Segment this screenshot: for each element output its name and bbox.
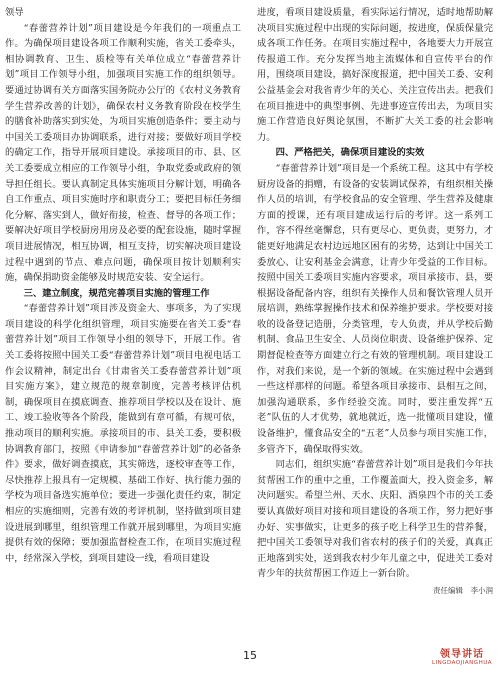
section-brand-subtitle: LINGDAOJIANGHUA bbox=[431, 660, 492, 666]
right-column bbox=[257, 5, 493, 640]
body-paragraph: “春蕾营养计划”项目是一个系统工程。这其中有学校厨房设备的捐赠，有设备的安装调试保养，有组织相关操作人员的培训，有学校食品的安全管理、学生营养及健康方面的授课，还有项目建成运行后的考评。这一系列工作，容不得丝毫懈怠，只有更尽心、更负责，更努力，才能更好地满足农村边远地区困有的劣势，达到让中国关工委放心、让安利基金会满意，让青少年受益的工作目标。按照中国关工委项目实施内容要求，项目承接市、县，要根据设备配备内容，组织有关操作人员和餐饮管理人员开展培训，熟练掌握操作技术和保养维护要求。学校要对接收的设备登记造册，分类管理，专人负责，并从学校后勤机制、食品卫生安全、人员岗位职责、设备维护保养、定期督促检查等方面建立行之有效的管理机制。项目建设工作，对我们来说，是一个新的领域。在实施过程中会遇到一些这样那样的问题。希望各项目承接市、县相互之间，加强沟通联系，多作经验交流。同时，要注重发挥“五老”队伍的人才优势，就地就近，选一批懂项目建设，懂设备维护，懂食品安全的“五老”人员参与项目实施工作，多管齐下，确保取得实效。 bbox=[257, 162, 493, 455]
left-column bbox=[5, 5, 241, 650]
section-brand bbox=[432, 649, 492, 666]
section-heading: 四、严格把关，确保项目建设的实效 bbox=[275, 147, 425, 159]
body-paragraph: 进度，看项目建设质量，看实际运行情况，适时地帮助解决项目实施过程中出现的实际问题，按进度，保质保量完成各项工作任务。在项目实施过程中，各地要大力开展宣传报道工作。充分发挥当地主流媒体和自宣传平台的作用，围绕项目建设，搞好深度报道，把中国关工委、安利公益基金会对我省青少年的关心、关注宣传出去。把我们在项目推进中的典型事例、先进事迹宣传出去，为项目实施工作营造良好舆论氛围，不断扩大关工委的社会影响力。 bbox=[257, 7, 493, 143]
editor-credit: 责任编辑 李小润 bbox=[433, 585, 493, 595]
section-brand-title: 领导讲话 bbox=[439, 649, 484, 660]
page-number: 15 bbox=[243, 649, 257, 662]
body-paragraph: 同志们，组织实施“春蕾营养计划”项目是我们今年扶贫帮困工作的重中之重，工作覆盖面大，投入资金多，解决问题实。希望兰州、天水、庆阳、酒泉四个市的关工委要认真做好项目对接和项目建设的各项工作，努力把好事办好、实事做实，让更多的孩子吃上科学卫生的营养餐，把中国关工委领导对我们省农村的孩子们的关爱，真真正正地落到实处，送到我农村少年儿童之中，促进关工委对青少年的扶贫帮困工作迈上一新台阶。 bbox=[257, 459, 493, 580]
section-heading: 三、建立制度，规范完善项目实施的管理工作 bbox=[23, 287, 210, 299]
body-paragraph: “春蕾营养计划”项目涉及资金大、事项多，为了实现项目建设的科学化组织管理，项目实施要在省关工委“春蕾营养计划”项目工作领导小组的领导下，开展工作。省关工委将按照中国关工委“春蕾营养计划”项目电视电话工作会议精神，制定出台《甘肃省关工委春蕾营养计划”项目实施方案》，建立规范的规章制度，完善考核评估机制，确保项目在摸底调查、推荐项目学校以及在设计、施工、竣工验收等各个阶段，能做到有章可循，有规可依，推动项目的顺利实施。承接项目的市、县关工委，要积极协调教育部门，按照《申请参加“春蕾营养计划”的必备条件》要求，做好调查摸底，其实筛选，逐校审查等工作，尽快推荐上报具有一定规模、基础工作好、执行能力强的学校为项目备选实施单位；要进一步强化责任约束，制定相应的实施细则，完善有效的考评机制，坚持做到项目建设进展到哪里，组织管理工作就开展到哪里，为项目实施提供有效的保障；要加强监督检查工作，在项目实施过程中，经常深入学校，到项目建设一线，看项目建设 bbox=[5, 303, 241, 564]
body-paragraph: “春蕾营养计划”项目建设是今年我们的一项重点工作。为确保项目建设各项工作顺利实施，省关工委牵头，相协调教育、卫生、质检等有关单位成立“春蕾营养计划”项目工作领导小组，加强项目实施工作的组织领导。要通过协调有关方面落实国务院办公厅的《农村义务教育学生营养改善的计划》，确保农村义务教育阶段在校学生的膳食补助落实到实处，为项目实施创造条件；要主动与中国关工委项目办协调联系，进行对接；要做好项目学校的确定工作，指导开展项目建设。承接项目的市、县、区关工委要成立相应的工作领导小组，争取党委或政府的领导担任组长。要认真制定具体实施项目分解计划，明确各自工作重点、项目实施时序和职责分工；要把目标任务细化分解、落实到人，做好衔接，检查、督导的各项工作；要解决好项目学校厨房用房及必要的配套设施，随时掌握项目进展情况，相互协调，相互支持，切实解决项目建设过程中遇到的节点、难点问题，确保项目按计划顺利实施，确保捐助资金能够及时规范安装、安全运行。 bbox=[5, 22, 241, 284]
body-paragraph: 领导 bbox=[5, 7, 24, 18]
